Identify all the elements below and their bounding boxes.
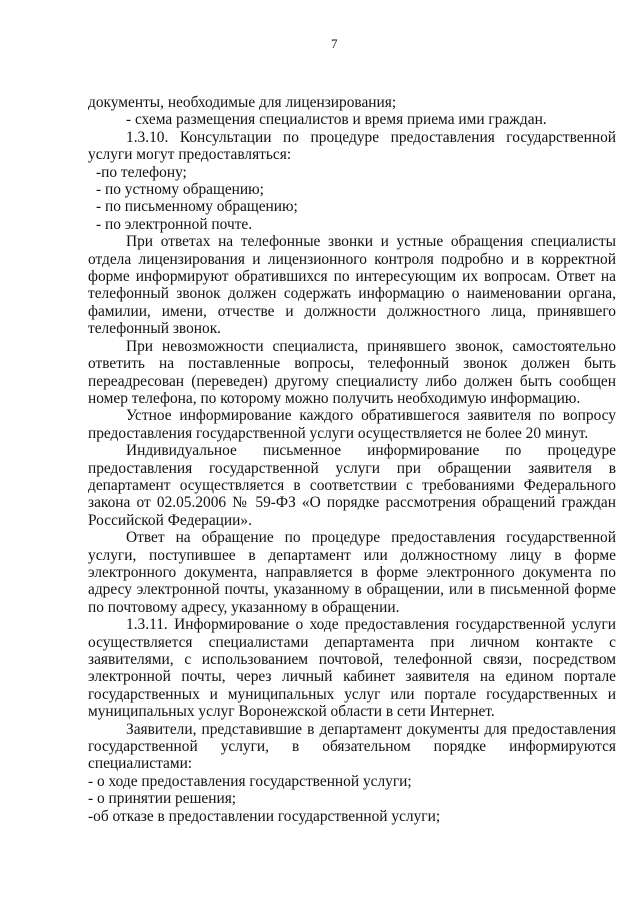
document-body [88,94,616,825]
list-item-phone: -по телефону; [96,163,187,181]
paragraph-call-redirect: При невозможности специалиста, принявшего звонок, самостоятельно ответить на поставленные вопросы, телефонный звонок должен быть переадресован (переведен) другому специалисту либо должен быть сообщен номер телефона, по которому можно получить необходимую информацию. [88,337,616,407]
paragraph-oral-info: Устное информирование каждого обратившегося заявителя по вопросу предоставления государственной услуги осуществляется не более 20 минут. [88,407,616,442]
paragraph-written-info: Индивидуальное письменное информирование по процедуре предоставления государственной услуги при обращении заявителя в департамент осуществляется в соответствии с требованиями Федерального закона от 02.05.2006 № 59-ФЗ «О порядке рассмотрения обращений граждан Российской Федерации». [88,442,616,529]
paragraph-doc-list-end: документы, необходимые для лицензирования; [88,94,397,111]
page-number: 7 [331,36,338,51]
list-item-oral: - по устному обращению; [96,181,264,199]
list-item-refusal: -об отказе в предоставлении государственной услуги; [88,807,441,825]
list-item-written: - по письменному обращению; [96,198,298,216]
list-item-decision: - о принятии решения; [88,790,237,808]
paragraph-1-3-10: 1.3.10. Консультации по процедуре предоставления государственной услуги могут предоставляться: [88,128,616,164]
paragraph-applicants-informed: Заявители, представившие в департамент документы для предоставления государственной услуги, в обязательном порядке информируются специалистами: [88,720,616,773]
paragraph-1-3-11: 1.3.11. Информирование о ходе предоставления государственной услуги осуществляется специалистами департамента при личном контакте с заявителями, с использованием почтовой, телефонной связи, посредством электронной почты, через личный кабинет заявителя на едином портале государственных и муниципальных услуг или портале государственных и муниципальных услуг Воронежской области в сети Интернет. [88,616,616,721]
list-item-progress: - о ходе предоставления государственной услуги; [88,772,412,790]
list-item-email: - по электронной почте. [96,215,253,233]
paragraph-specialists-schedule: - схема размещения специалистов и время приема ими граждан. [126,111,547,129]
paragraph-electronic-reply: Ответ на обращение по процедуре предоставления государственной услуги, поступившее в департамент или должностному лицу в форме электронного документа, направляется в форме электронного документа по адресу электронной почты, указанному в обращении, или в письменной форме по почтовому адресу, указанному в обращении. [88,529,616,616]
paragraph-phone-answers: При ответах на телефонные звонки и устные обращения специалисты отдела лицензирования и лицензионного контроля подробно и в корректной форме информируют обратившихся по интересующим их вопросам. Ответ на телефонный звонок должен содержать информацию о наименовании органа, фамилии, имени, отчестве и должности должностного лица, принявшего телефонный звонок. [88,233,616,338]
